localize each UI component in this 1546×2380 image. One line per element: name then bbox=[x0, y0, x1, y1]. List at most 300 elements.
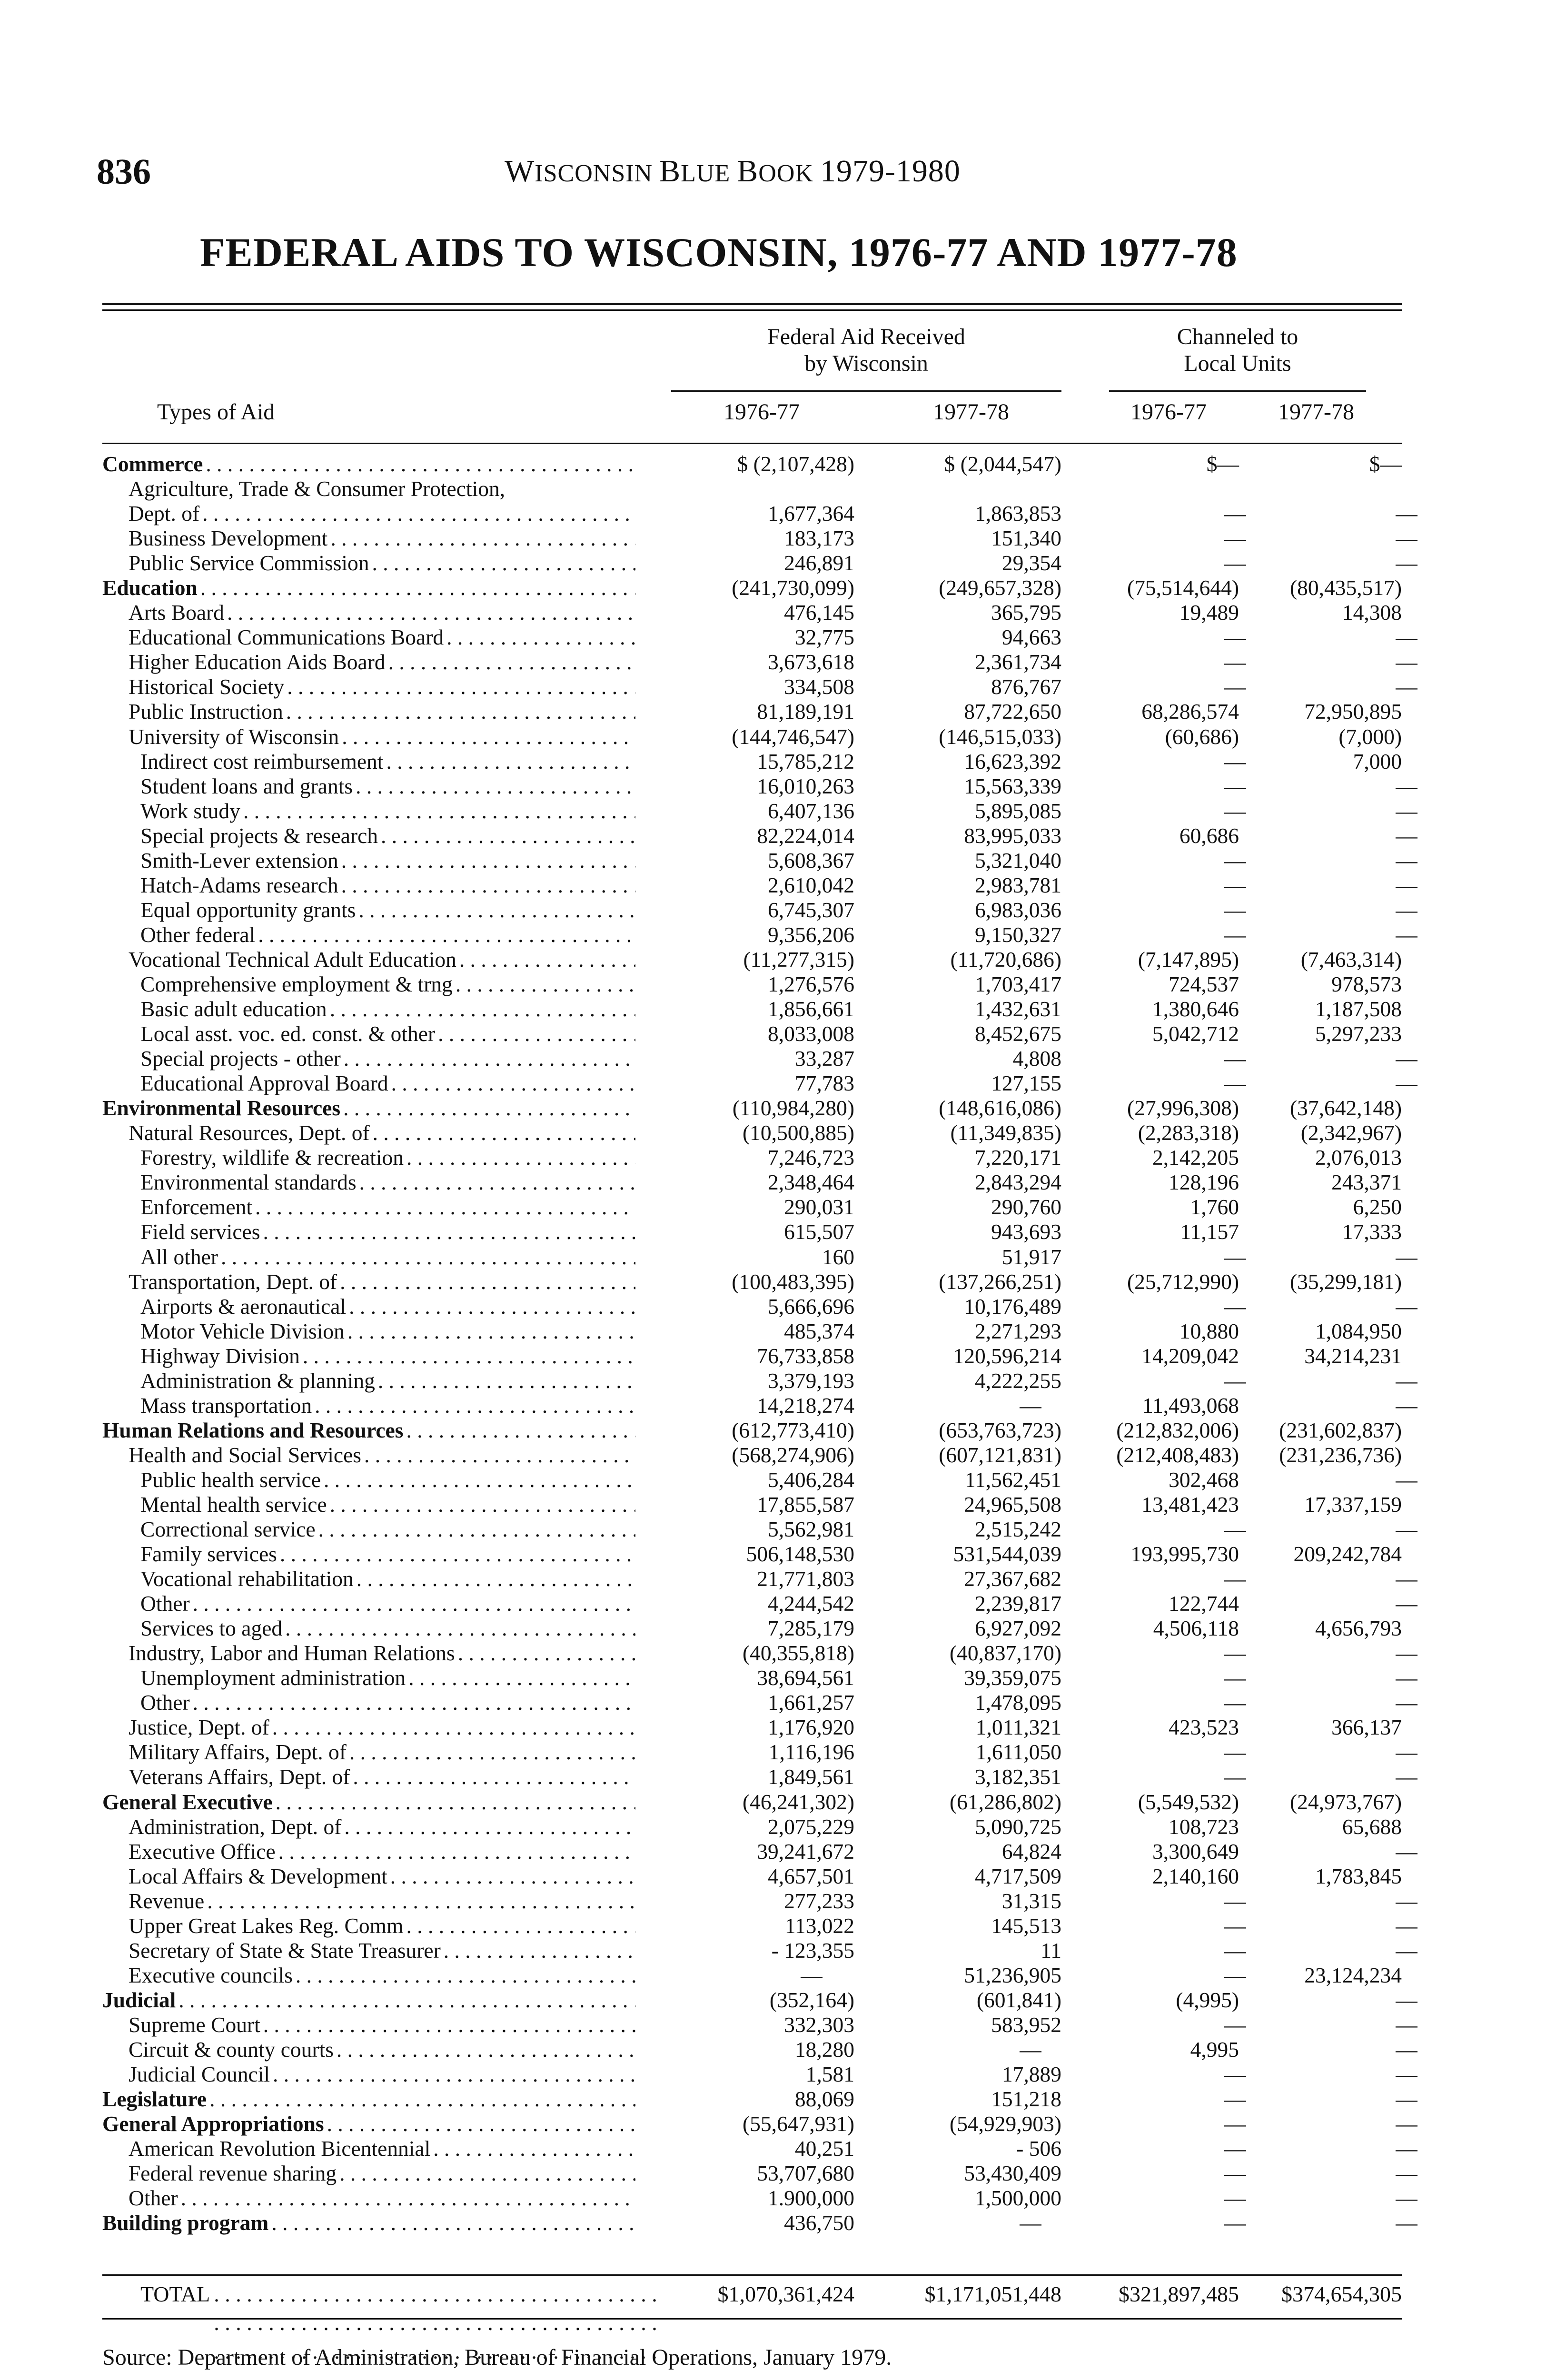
cell-received-1976: 1,661,257 bbox=[768, 1690, 854, 1715]
cell-channeled-1976: — bbox=[1224, 922, 1246, 947]
cell-received-1977: 2,515,242 bbox=[975, 1517, 1061, 1542]
table-row bbox=[102, 997, 1402, 1021]
row-label-text: Enforcement bbox=[140, 1195, 255, 1220]
cell-received-1976: 32,775 bbox=[794, 625, 854, 650]
cell-received-1976: (612,773,410) bbox=[732, 1418, 854, 1442]
cell-channeled-1977: 14,308 bbox=[1342, 600, 1402, 625]
col-header-3: 1976-77 bbox=[1130, 399, 1207, 425]
cell-channeled-1977: — bbox=[1396, 873, 1417, 897]
row-label bbox=[129, 1938, 635, 1963]
cell-received-1976: 5,666,696 bbox=[768, 1294, 854, 1319]
dot-leader bbox=[273, 2062, 635, 2087]
dot-leader bbox=[373, 1121, 635, 1145]
cell-received-1977: 5,090,725 bbox=[975, 1814, 1061, 1839]
cell-channeled-1977: — bbox=[1396, 501, 1417, 526]
row-label-text: Administration & planning bbox=[140, 1368, 378, 1393]
cell-channeled-1977: — bbox=[1396, 2161, 1417, 2186]
dot-leader bbox=[258, 922, 635, 947]
dot-leader bbox=[202, 501, 635, 526]
row-label-text: Building program bbox=[102, 2211, 271, 2235]
cell-received-1976: 1,276,576 bbox=[768, 972, 854, 996]
table-row bbox=[102, 1145, 1402, 1170]
row-label-text: Judicial bbox=[102, 1988, 178, 2013]
cell-channeled-1976: (60,686) bbox=[1165, 724, 1239, 749]
cell-received-1977: (601,841) bbox=[976, 1987, 1061, 2012]
cell-channeled-1976: 724,537 bbox=[1169, 972, 1239, 996]
dot-leader bbox=[406, 1145, 635, 1170]
row-label bbox=[140, 922, 635, 947]
row-label bbox=[129, 1641, 635, 1666]
table-row bbox=[102, 1195, 1402, 1220]
row-label bbox=[129, 600, 635, 625]
dot-leader bbox=[364, 1443, 635, 1468]
cell-channeled-1976: (75,514,644) bbox=[1127, 575, 1239, 600]
row-label bbox=[140, 1220, 635, 1244]
cell-channeled-1976: — bbox=[1224, 2112, 1246, 2136]
cell-channeled-1977: 34,214,231 bbox=[1304, 1343, 1402, 1368]
cell-channeled-1977: (231,602,837) bbox=[1279, 1418, 1402, 1442]
table-row bbox=[102, 575, 1402, 600]
table-row bbox=[102, 1690, 1417, 1715]
dot-leader bbox=[296, 1963, 635, 1988]
cell-received-1977: 94,663 bbox=[1001, 625, 1061, 650]
cell-received-1977: 9,150,327 bbox=[975, 922, 1061, 947]
cell-received-1977: 1,500,000 bbox=[975, 2186, 1061, 2211]
row-label-text: Highway Division bbox=[140, 1344, 303, 1368]
cell-channeled-1977: 1,783,845 bbox=[1315, 1864, 1402, 1888]
running-title-w: W bbox=[505, 154, 535, 188]
row-label bbox=[129, 1740, 635, 1765]
table-row bbox=[102, 922, 1417, 947]
cell-received-1977: 11,562,451 bbox=[964, 1467, 1061, 1492]
cell-channeled-1976: — bbox=[1224, 1765, 1246, 1789]
row-label-text: Educational Approval Board bbox=[140, 1071, 391, 1096]
dot-leader bbox=[221, 1245, 635, 1269]
row-label-text: Revenue bbox=[129, 1889, 207, 1914]
cell-channeled-1977: 7,000 bbox=[1353, 749, 1402, 774]
cell-received-1977: 17,889 bbox=[1001, 2062, 1061, 2087]
dot-leader bbox=[318, 1517, 635, 1542]
row-label-text: Unemployment administration bbox=[140, 1666, 408, 1690]
source-note: Source: Department of Administration, Bureau of Financial Operations, January 1979. bbox=[102, 2345, 892, 2370]
cell-channeled-1977: — bbox=[1396, 823, 1417, 848]
row-label bbox=[102, 575, 635, 600]
row-label-text: Correctional service bbox=[140, 1517, 318, 1542]
table-row bbox=[102, 2186, 1417, 2211]
cell-received-1976: (110,984,280) bbox=[732, 1096, 854, 1121]
cell-channeled-1976: — bbox=[1224, 2186, 1246, 2211]
table-row bbox=[102, 650, 1417, 674]
table-row bbox=[102, 625, 1417, 650]
cell-received-1976: (568,274,906) bbox=[732, 1442, 854, 1467]
header-received-line2: by Wisconsin bbox=[804, 351, 928, 376]
cell-received-1976: $ (2,107,428) bbox=[737, 452, 854, 476]
dot-leader bbox=[344, 1815, 635, 1839]
cell-received-1976: 1,677,364 bbox=[768, 501, 854, 526]
table-row bbox=[102, 1963, 1402, 1988]
cell-received-1977: 1,703,417 bbox=[975, 972, 1061, 996]
dot-leader bbox=[406, 1914, 635, 1938]
row-label bbox=[140, 848, 635, 873]
cell-channeled-1976: — bbox=[1224, 1244, 1246, 1269]
cell-channeled-1976: 423,523 bbox=[1169, 1715, 1239, 1740]
dot-leader bbox=[178, 1988, 635, 2013]
header-federal-aid-received bbox=[681, 324, 1052, 377]
row-label bbox=[129, 1269, 635, 1294]
row-label-text: Dept. of bbox=[129, 501, 202, 526]
cell-channeled-1977: — bbox=[1396, 1987, 1417, 2012]
col-header-1: 1976-77 bbox=[723, 399, 800, 425]
dot-leader bbox=[315, 1393, 635, 1418]
row-label bbox=[129, 526, 635, 551]
cell-channeled-1976: 10,880 bbox=[1179, 1319, 1239, 1343]
cell-channeled-1977: — bbox=[1396, 1393, 1417, 1418]
cell-received-1977: 24,965,508 bbox=[964, 1492, 1061, 1517]
row-label bbox=[140, 1294, 635, 1319]
dot-leader bbox=[357, 1567, 635, 1591]
row-label-text: Veterans Affairs, Dept. of bbox=[129, 1765, 353, 1789]
cell-received-1976: 14,218,274 bbox=[757, 1393, 854, 1418]
row-label bbox=[129, 476, 635, 501]
cell-received-1976: 183,173 bbox=[784, 526, 854, 551]
row-label-text: Hatch-Adams research bbox=[140, 873, 341, 898]
dot-leader bbox=[207, 1889, 635, 1914]
cell-channeled-1977: (231,236,736) bbox=[1279, 1442, 1402, 1467]
table-row bbox=[102, 2211, 1417, 2235]
row-label bbox=[129, 1963, 635, 1988]
cell-channeled-1977: 23,124,234 bbox=[1304, 1963, 1402, 1987]
cell-received-1976: 5,608,367 bbox=[768, 848, 854, 873]
table-row bbox=[102, 1888, 1417, 1914]
table-row bbox=[102, 1815, 1402, 1839]
cell-received-1977: 29,354 bbox=[1001, 551, 1061, 575]
table-row bbox=[102, 1864, 1402, 1889]
dot-leader bbox=[433, 2136, 635, 2161]
row-label-text: Executive councils bbox=[129, 1963, 296, 1988]
row-label-text: Legislature bbox=[102, 2087, 209, 2112]
row-label bbox=[129, 724, 635, 749]
table-row bbox=[102, 1121, 1402, 1145]
row-label-text: Public Service Commission bbox=[129, 551, 372, 575]
row-label bbox=[140, 1666, 635, 1690]
row-label-text: Higher Education Aids Board bbox=[129, 650, 388, 674]
row-label bbox=[129, 2037, 635, 2062]
cell-channeled-1976: 2,142,205 bbox=[1152, 1145, 1239, 1170]
header-channeled-line1: Channeled to bbox=[1177, 324, 1298, 349]
cell-received-1976: 1,176,920 bbox=[768, 1715, 854, 1740]
row-label-text: Transportation, Dept. of bbox=[129, 1269, 340, 1294]
running-title-b: B bbox=[659, 154, 681, 188]
cell-channeled-1976: — bbox=[1224, 1963, 1246, 1987]
cell-channeled-1976: — bbox=[1224, 1294, 1246, 1319]
row-label bbox=[140, 1393, 635, 1418]
cell-channeled-1977: — bbox=[1396, 848, 1417, 873]
cell-channeled-1976: 122,744 bbox=[1169, 1591, 1239, 1616]
row-label bbox=[129, 2161, 635, 2186]
header-channeled-line2: Local Units bbox=[1184, 351, 1291, 376]
row-label-text: Vocational rehabilitation bbox=[140, 1567, 357, 1591]
table-row bbox=[102, 1096, 1402, 1121]
dot-leader bbox=[285, 1616, 635, 1641]
cell-received-1976: 8,033,008 bbox=[768, 1021, 854, 1046]
dot-leader bbox=[341, 848, 635, 873]
cell-received-1977: 127,155 bbox=[991, 1071, 1061, 1096]
row-label bbox=[140, 1344, 635, 1368]
cell-received-1976: — bbox=[801, 1963, 823, 1987]
cell-received-1977: 39,359,075 bbox=[964, 1666, 1061, 1690]
cell-received-1977: 16,623,392 bbox=[964, 749, 1061, 774]
row-label bbox=[140, 823, 635, 848]
cell-received-1976: 290,031 bbox=[784, 1195, 854, 1220]
dot-leader bbox=[340, 1269, 635, 1294]
dot-leader bbox=[356, 774, 635, 799]
cell-received-1976: 53,707,680 bbox=[757, 2161, 854, 2186]
row-label-text: Secretary of State & State Treasurer bbox=[129, 1938, 444, 1963]
row-label bbox=[140, 1319, 635, 1344]
cell-channeled-1977: (24,973,767) bbox=[1289, 1789, 1402, 1814]
total-channeled-1977: $374,654,305 bbox=[1281, 2282, 1402, 2306]
table-row bbox=[102, 600, 1402, 625]
table-row bbox=[102, 1641, 1417, 1666]
running-title-years: 1979-1980 bbox=[820, 154, 961, 188]
table-row bbox=[102, 1987, 1417, 2013]
row-label-text: Judicial Council bbox=[129, 2062, 273, 2087]
cell-channeled-1977: — bbox=[1396, 1740, 1417, 1765]
row-label bbox=[140, 774, 635, 799]
cell-received-1976: 277,233 bbox=[784, 1888, 854, 1913]
dot-leader bbox=[353, 1765, 635, 1789]
row-label bbox=[129, 699, 635, 724]
row-label bbox=[140, 1591, 635, 1616]
table-row bbox=[102, 1715, 1402, 1740]
dot-leader bbox=[330, 526, 635, 551]
dot-leader bbox=[446, 625, 635, 650]
cell-received-1977: 2,843,294 bbox=[975, 1170, 1061, 1195]
row-label-text: Industry, Labor and Human Relations bbox=[129, 1641, 458, 1666]
table-row bbox=[102, 1938, 1417, 1963]
cell-channeled-1976: 4,506,118 bbox=[1153, 1616, 1239, 1641]
cell-channeled-1977: — bbox=[1396, 650, 1417, 674]
cell-received-1976: 113,022 bbox=[784, 1913, 854, 1938]
table-row bbox=[102, 823, 1417, 848]
running-title-b2: B bbox=[737, 154, 759, 188]
dot-leader bbox=[349, 1740, 635, 1765]
dot-leader bbox=[200, 575, 635, 600]
cell-received-1977: 51,917 bbox=[1001, 1244, 1061, 1269]
cell-channeled-1977: — bbox=[1396, 2186, 1417, 2211]
cell-channeled-1976: (27,996,308) bbox=[1127, 1096, 1239, 1121]
cell-channeled-1977: — bbox=[1396, 1839, 1417, 1864]
cell-channeled-1977: (7,463,314) bbox=[1300, 947, 1402, 972]
table-row bbox=[102, 1046, 1417, 1071]
row-label bbox=[140, 873, 635, 898]
cell-channeled-1977: (2,342,967) bbox=[1300, 1121, 1402, 1145]
cell-channeled-1977: — bbox=[1396, 2062, 1417, 2087]
cell-received-1976: 38,694,561 bbox=[757, 1666, 854, 1690]
cell-channeled-1976: 4,995 bbox=[1190, 2037, 1239, 2062]
dot-leader bbox=[349, 1294, 635, 1319]
cell-received-1977: (11,349,835) bbox=[950, 1121, 1061, 1145]
row-label-text: Educational Communications Board bbox=[129, 625, 446, 650]
table-row bbox=[102, 1443, 1402, 1468]
cell-received-1977: 1,478,095 bbox=[975, 1690, 1061, 1715]
dot-leader bbox=[330, 997, 635, 1021]
row-label-text: Administration, Dept. of bbox=[129, 1815, 344, 1839]
cell-channeled-1976: — bbox=[1224, 1567, 1246, 1591]
cell-channeled-1976: 1,380,646 bbox=[1152, 997, 1239, 1021]
cell-received-1976: 5,562,981 bbox=[768, 1517, 854, 1542]
row-label bbox=[129, 625, 635, 650]
dot-leader bbox=[327, 2112, 635, 2136]
table-row bbox=[102, 2112, 1417, 2136]
cell-channeled-1977: — bbox=[1396, 1071, 1417, 1096]
row-label bbox=[140, 1517, 635, 1542]
running-title-lue: LUE bbox=[681, 160, 737, 187]
cell-received-1977: 10,176,489 bbox=[964, 1294, 1061, 1319]
cell-channeled-1977: — bbox=[1396, 1244, 1417, 1269]
row-label-text: Human Relations and Resources bbox=[102, 1418, 406, 1443]
cell-received-1976: 332,303 bbox=[784, 2012, 854, 2037]
table-row bbox=[102, 1467, 1417, 1492]
cell-received-1977: 583,952 bbox=[991, 2012, 1061, 2037]
cell-channeled-1977: — bbox=[1396, 2037, 1417, 2062]
table-row bbox=[102, 1591, 1417, 1616]
dot-leader bbox=[372, 551, 635, 575]
dot-leader bbox=[243, 799, 635, 823]
row-label-text: Military Affairs, Dept. of bbox=[129, 1740, 349, 1765]
top-rule-1 bbox=[102, 303, 1402, 305]
dot-leader bbox=[359, 1170, 635, 1195]
row-label-text: Forestry, wildlife & recreation bbox=[140, 1145, 406, 1170]
table-row bbox=[102, 1244, 1417, 1269]
cell-received-1977: (40,837,170) bbox=[949, 1641, 1061, 1666]
row-label bbox=[129, 1715, 635, 1740]
cell-received-1976: 82,224,014 bbox=[757, 823, 854, 848]
row-label bbox=[129, 1121, 635, 1145]
cell-channeled-1977: — bbox=[1396, 774, 1417, 798]
cell-received-1977: 5,321,040 bbox=[975, 848, 1061, 873]
table-row bbox=[102, 1740, 1417, 1765]
cell-channeled-1977: — bbox=[1396, 1517, 1417, 1542]
row-label-text: Basic adult education bbox=[140, 997, 330, 1021]
cell-channeled-1977: $— bbox=[1369, 452, 1402, 476]
cell-received-1976: 39,241,672 bbox=[757, 1839, 854, 1864]
cell-channeled-1977: 5,297,233 bbox=[1315, 1021, 1402, 1046]
total-label-text: TOTAL bbox=[140, 2280, 214, 2380]
row-label bbox=[102, 1418, 635, 1443]
cell-received-1976: (46,241,302) bbox=[742, 1789, 854, 1814]
table-row bbox=[102, 1517, 1417, 1542]
col-header-4: 1977-78 bbox=[1278, 399, 1354, 425]
cell-channeled-1976: (212,408,483) bbox=[1116, 1442, 1239, 1467]
cell-received-1977: 64,824 bbox=[1001, 1839, 1061, 1864]
cell-received-1977: 6,927,092 bbox=[975, 1616, 1061, 1641]
dot-leader bbox=[255, 1195, 635, 1220]
row-label bbox=[140, 1170, 635, 1195]
cell-channeled-1976: — bbox=[1224, 2062, 1246, 2087]
cell-channeled-1976: 5,042,712 bbox=[1152, 1021, 1239, 1046]
cell-received-1976: 6,745,307 bbox=[768, 897, 854, 922]
row-label-text: Mental health service bbox=[140, 1492, 330, 1517]
row-label bbox=[129, 2136, 635, 2161]
cell-channeled-1976: — bbox=[1224, 897, 1246, 922]
row-label bbox=[129, 1443, 635, 1468]
cell-channeled-1976: (212,832,006) bbox=[1116, 1418, 1239, 1442]
cell-channeled-1976: 108,723 bbox=[1169, 1814, 1239, 1839]
cell-received-1977: (146,515,033) bbox=[939, 724, 1061, 749]
cell-received-1977: 1,432,631 bbox=[975, 997, 1061, 1021]
row-label-text: Business Development bbox=[129, 526, 330, 551]
dot-leader bbox=[337, 2037, 635, 2062]
cell-channeled-1977: — bbox=[1396, 1368, 1417, 1393]
cell-received-1976: - 123,355 bbox=[771, 1938, 854, 1963]
cell-received-1977: 2,271,293 bbox=[975, 1319, 1061, 1343]
row-label bbox=[129, 1765, 635, 1789]
cell-channeled-1977: — bbox=[1396, 1467, 1417, 1492]
row-label-text: Field services bbox=[140, 1220, 263, 1244]
cell-received-1976: 76,733,858 bbox=[757, 1343, 854, 1368]
row-label-text: Other bbox=[140, 1690, 193, 1715]
cell-channeled-1976: — bbox=[1224, 1740, 1246, 1765]
cell-channeled-1976: — bbox=[1224, 2087, 1246, 2112]
row-label bbox=[129, 650, 635, 674]
row-label-text: American Revolution Bicentennial bbox=[129, 2136, 433, 2161]
cell-received-1976: 33,287 bbox=[794, 1046, 854, 1071]
cell-channeled-1976: — bbox=[1224, 2161, 1246, 2186]
dot-leader bbox=[459, 947, 635, 972]
row-label-text: Federal revenue sharing bbox=[129, 2161, 339, 2186]
row-label bbox=[129, 1839, 635, 1864]
cell-channeled-1976: (2,283,318) bbox=[1138, 1121, 1239, 1145]
table-row bbox=[102, 2161, 1417, 2186]
cell-received-1977: (61,286,802) bbox=[949, 1789, 1061, 1814]
cell-received-1977: 151,218 bbox=[991, 2087, 1061, 2112]
cell-received-1976: 1,856,661 bbox=[768, 997, 854, 1021]
cell-received-1977: — bbox=[1020, 2037, 1041, 2062]
cell-channeled-1976: — bbox=[1224, 848, 1246, 873]
row-label bbox=[129, 674, 635, 699]
row-label-text: Historical Society bbox=[129, 674, 287, 699]
cell-received-1977: 5,895,085 bbox=[975, 798, 1061, 823]
cell-received-1976: 88,069 bbox=[794, 2087, 854, 2112]
cell-received-1977: (11,720,686) bbox=[950, 947, 1061, 972]
cell-received-1977: 87,722,650 bbox=[964, 699, 1061, 724]
table-row bbox=[102, 897, 1417, 922]
dot-leader bbox=[342, 724, 635, 749]
row-label-text: Environmental Resources bbox=[102, 1096, 343, 1121]
cell-received-1977: 151,340 bbox=[991, 526, 1061, 551]
table-row bbox=[102, 1765, 1417, 1789]
table-row bbox=[102, 1492, 1402, 1517]
cell-channeled-1977: 72,950,895 bbox=[1304, 699, 1402, 724]
row-label bbox=[140, 749, 635, 774]
table-row bbox=[102, 1790, 1402, 1815]
cell-channeled-1977: — bbox=[1396, 526, 1417, 551]
cell-channeled-1977: 4,656,793 bbox=[1315, 1616, 1402, 1641]
row-label-text: University of Wisconsin bbox=[129, 724, 342, 749]
dot-leader bbox=[358, 898, 635, 922]
cell-channeled-1976: 128,196 bbox=[1169, 1170, 1239, 1195]
row-label bbox=[129, 1914, 635, 1938]
row-label-text: Indirect cost reimbursement bbox=[140, 749, 386, 774]
cell-channeled-1977: — bbox=[1396, 1690, 1417, 1715]
cell-channeled-1977: — bbox=[1396, 1765, 1417, 1789]
cell-channeled-1976: — bbox=[1224, 1517, 1246, 1542]
dot-leader bbox=[272, 1715, 635, 1740]
cell-received-1977: 8,452,675 bbox=[975, 1021, 1061, 1046]
row-label bbox=[102, 1988, 635, 2013]
table-row bbox=[102, 972, 1402, 997]
